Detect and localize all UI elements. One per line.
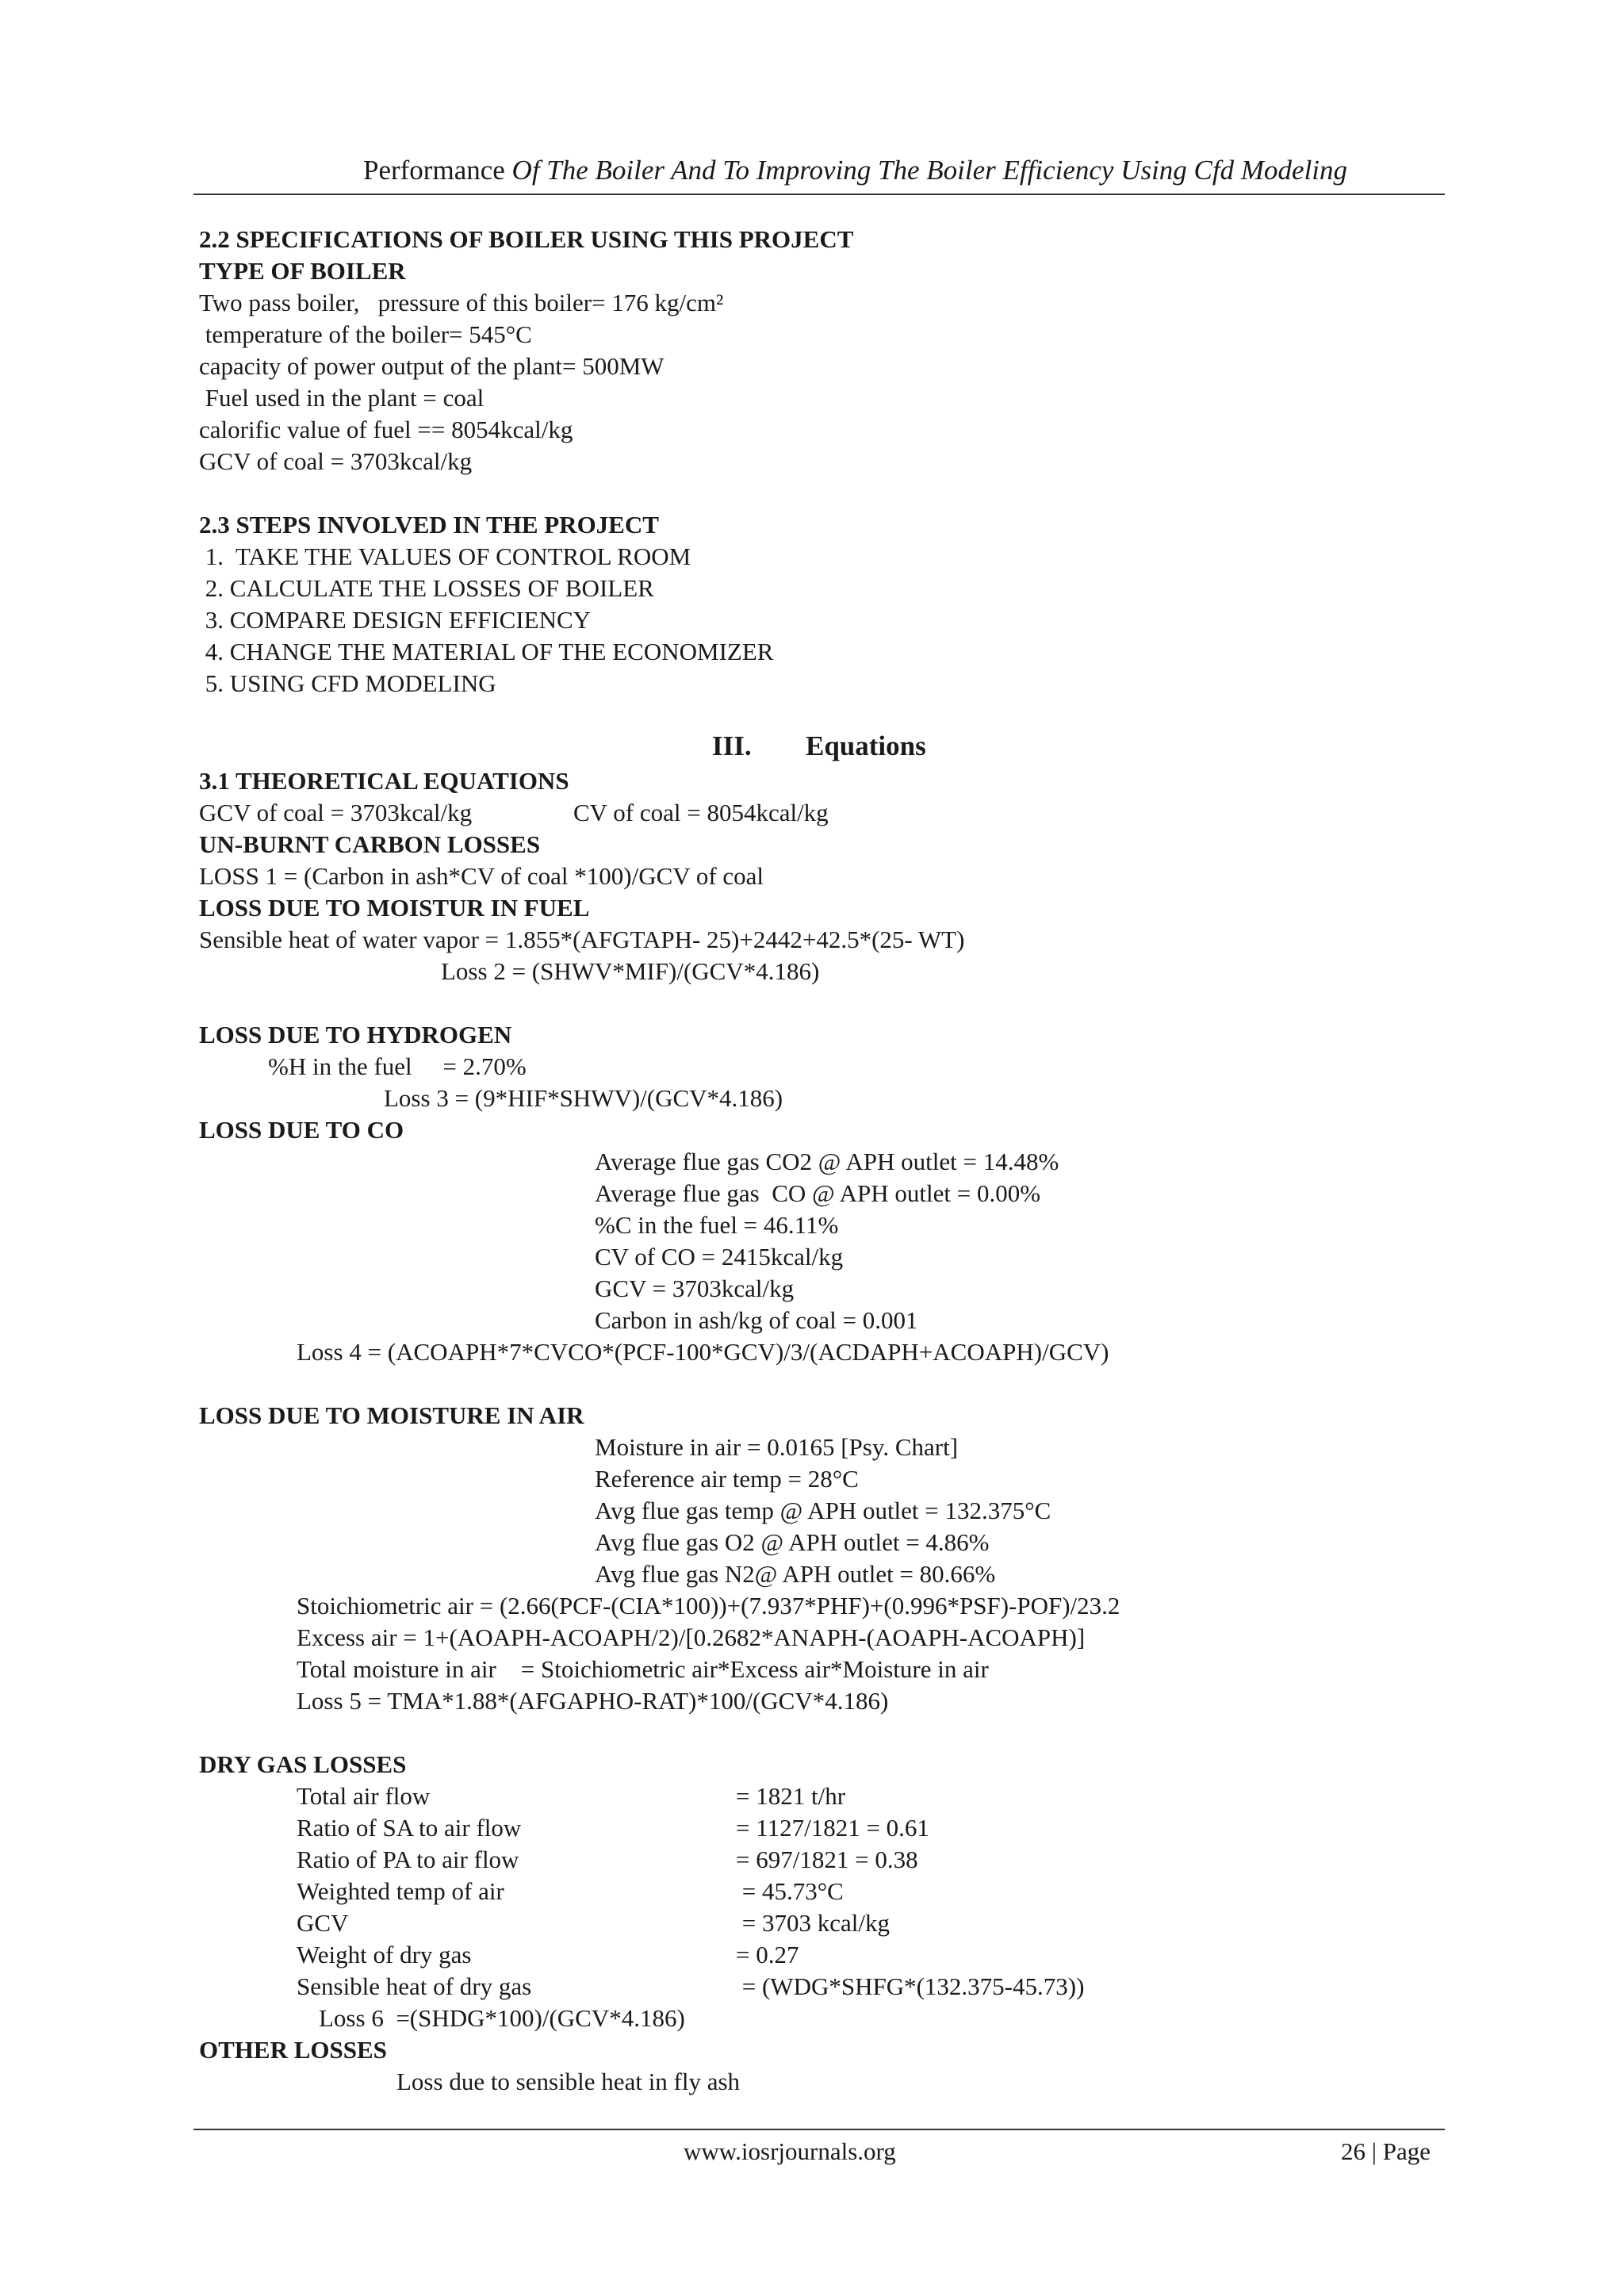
hydrogen-heading: LOSS DUE TO HYDROGEN <box>199 1021 512 1048</box>
section-number: III. <box>712 730 752 761</box>
dry-gas-label: Total air flow <box>297 1782 431 1810</box>
section-title: Equations <box>806 730 926 761</box>
air-formula: Total moisture in air = Stoichiometric air*Excess air*Moisture in air <box>297 1655 989 1683</box>
dry-gas-value: = 45.73°C <box>736 1877 844 1905</box>
steps-item: 4. CHANGE THE MATERIAL OF THE ECONOMIZER <box>199 638 774 665</box>
dry-gas-value: = 0.27 <box>736 1941 799 1968</box>
spec-line: Two pass boiler, pressure of this boiler= 176 kg/cm² <box>199 289 724 316</box>
co-line: CV of CO = 2415kcal/kg <box>595 1243 844 1271</box>
co-line: Average flue gas CO @ APH outlet = 0.00% <box>595 1179 1041 1207</box>
air-line: Avg flue gas temp @ APH outlet = 132.375°C <box>595 1497 1051 1524</box>
co-line: Carbon in ash/kg of coal = 0.001 <box>595 1306 918 1334</box>
footer-website[interactable]: www.iosrjournals.org <box>684 2137 896 2165</box>
dry-gas-label: Ratio of PA to air flow <box>297 1846 519 1873</box>
co-line: %C in the fuel = 46.11% <box>595 1211 839 1239</box>
cv-line: CV of coal = 8054kcal/kg <box>573 799 829 826</box>
dry-gas-value: = 697/1821 = 0.38 <box>736 1846 918 1873</box>
gcv-line: GCV of coal = 3703kcal/kg <box>199 799 473 826</box>
spec-line: Fuel used in the plant = coal <box>199 384 485 412</box>
steps-item: 3. COMPARE DESIGN EFFICIENCY <box>199 606 592 634</box>
air-line: Avg flue gas O2 @ APH outlet = 4.86% <box>595 1528 990 1556</box>
running-header <box>363 155 1347 186</box>
co-line: Average flue gas CO2 @ APH outlet = 14.48% <box>595 1148 1059 1175</box>
running-header-italic: Of The Boiler And To Improving The Boiler Efficiency Using Cfd Modeling <box>511 155 1348 186</box>
dry-gas-label: GCV <box>297 1909 349 1937</box>
loss4-formula: Loss 4 = (ACOAPH*7*CVCO*(PCF-100*GCV)/3/(ACDAPH+ACOAPH)/GCV) <box>297 1338 1109 1366</box>
boiler-type-heading: TYPE OF BOILER <box>199 257 406 285</box>
air-formula: Excess air = 1+(AOAPH-ACOAPH/2)/[0.2682*ANAPH-(AOAPH-ACOAPH)] <box>297 1623 1086 1651</box>
steps-item: 5. USING CFD MODELING <box>199 669 496 697</box>
moistur-fuel-heading: LOSS DUE TO MOISTUR IN FUEL <box>199 894 590 922</box>
hydrogen-percent: %H in the fuel = 2.70% <box>268 1052 527 1080</box>
header-rule <box>193 194 1445 195</box>
air-line: Reference air temp = 28°C <box>595 1465 859 1493</box>
fly-ash-line: Loss due to sensible heat in fly ash <box>396 2068 741 2095</box>
co-heading: LOSS DUE TO CO <box>199 1116 404 1144</box>
running-header-plain: Performance <box>363 155 512 186</box>
dry-gas-label: Weighted temp of air <box>297 1877 504 1905</box>
dry-gas-label: Sensible heat of dry gas <box>297 1972 532 2000</box>
loss1-formula: LOSS 1 = (Carbon in ash*CV of coal *100)/GCV of coal <box>199 862 764 890</box>
dry-gas-value: = 3703 kcal/kg <box>736 1909 890 1937</box>
steps-item: 2. CALCULATE THE LOSSES OF BOILER <box>199 574 654 602</box>
spec-heading: 2.2 SPECIFICATIONS OF BOILER USING THIS PROJECT <box>199 225 854 253</box>
loss2-formula: Loss 2 = (SHWV*MIF)/(GCV*4.186) <box>441 957 820 985</box>
steps-heading: 2.3 STEPS INVOLVED IN THE PROJECT <box>199 511 659 539</box>
dry-gas-label: Weight of dry gas <box>297 1941 472 1968</box>
steps-item: 1. TAKE THE VALUES OF CONTROL ROOM <box>199 542 691 570</box>
dry-gas-heading: DRY GAS LOSSES <box>199 1750 407 1778</box>
dry-gas-value: = (WDG*SHFG*(132.375-45.73)) <box>736 1972 1085 2000</box>
spec-line: capacity of power output of the plant= 500MW <box>199 352 665 380</box>
moisture-air-heading: LOSS DUE TO MOISTURE IN AIR <box>199 1401 584 1429</box>
dry-gas-value: = 1821 t/hr <box>736 1782 846 1810</box>
air-formula: Stoichiometric air = (2.66(PCF-(CIA*100))+(7.937*PHF)+(0.996*PSF)-POF)/23.2 <box>297 1592 1120 1619</box>
air-formula: Loss 5 = TMA*1.88*(AFGAPHO-RAT)*100/(GCV*4.186) <box>297 1687 889 1715</box>
spec-line: calorific value of fuel == 8054kcal/kg <box>199 416 573 443</box>
theoretical-heading: 3.1 THEORETICAL EQUATIONS <box>199 767 569 795</box>
loss6-formula: Loss 6 =(SHDG*100)/(GCV*4.186) <box>319 2004 685 2032</box>
dry-gas-value: = 1127/1821 = 0.61 <box>736 1814 929 1842</box>
loss3-formula: Loss 3 = (9*HIF*SHWV)/(GCV*4.186) <box>384 1084 783 1112</box>
sensible-heat-formula: Sensible heat of water vapor = 1.855*(AFGTAPH- 25)+2442+42.5*(25- WT) <box>199 926 965 953</box>
spec-line: GCV of coal = 3703kcal/kg <box>199 447 473 475</box>
air-line: Avg flue gas N2@ APH outlet = 80.66% <box>595 1560 996 1588</box>
unburnt-heading: UN-BURNT CARBON LOSSES <box>199 830 541 858</box>
footer-rule <box>193 2129 1445 2130</box>
co-line: GCV = 3703kcal/kg <box>595 1274 795 1302</box>
spec-line: temperature of the boiler= 545°C <box>199 320 532 348</box>
other-losses-heading: OTHER LOSSES <box>199 2036 387 2064</box>
dry-gas-label: Ratio of SA to air flow <box>297 1814 522 1842</box>
footer-page-number: 26 | Page <box>1341 2137 1431 2165</box>
air-line: Moisture in air = 0.0165 [Psy. Chart] <box>595 1433 959 1461</box>
